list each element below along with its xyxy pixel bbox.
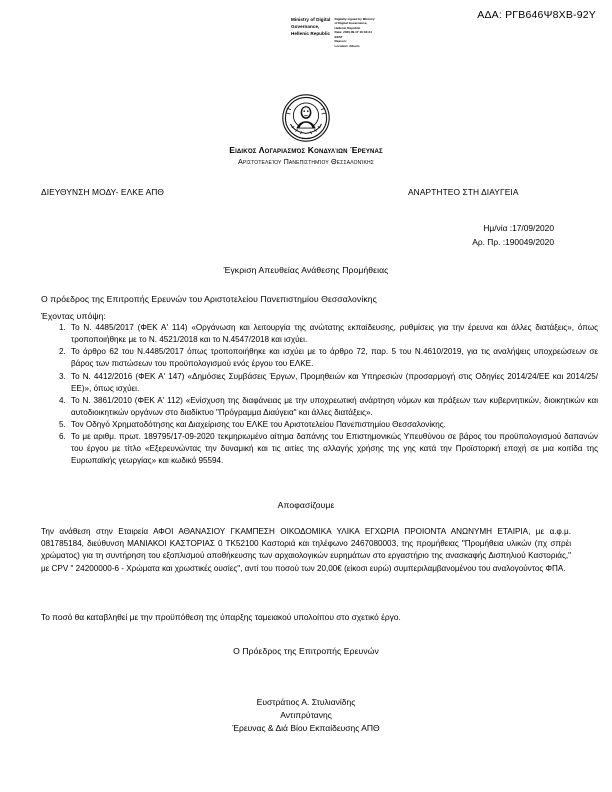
document-date: Ημ/νία :17/09/2020 bbox=[483, 223, 554, 233]
list-item: 6. Το με αριθμ. πρωτ. 189795/17-09-2020 τεκμηριωμένο αίτημα δαπάνης του Επιστημονικώς Υπευθύνου σε βάρος του προϋπολογισμού δαπανών του έργου με τίτλο «Εξερευνώντας την δυναμική και τις αιτίες της αλλαγής χρήσης της γης κατά την Προϊστορική εποχή σε μια κοιτίδα της Ευρωπαϊκής γεωργίας» και κωδικό 95594. bbox=[68, 431, 598, 467]
organisation-name: Ειδικός Λογαριασμός Κονδυλίων Έρευνας bbox=[229, 145, 383, 155]
department-label: ΔΙΕΥΘΥΝΣΗ ΜΟΔΥ- ΕΛΚΕ ΑΠΘ bbox=[41, 187, 165, 197]
signature-detail-line-3: Hellenic Republic bbox=[334, 25, 361, 30]
auth-seal-icon bbox=[278, 93, 334, 143]
signatory-title: Αντιπρύτανης bbox=[280, 709, 332, 720]
ada-code: ΑΔΑ: ΡΓΒ646Ψ8ΧΒ-92Υ bbox=[477, 9, 596, 21]
signature-detail-line-4: Date: 2020.09.17 16:33:24 bbox=[334, 30, 372, 35]
signatory-name: Ευστράτιος Α. Στυλιανίδης bbox=[256, 697, 356, 707]
page-title: Έγκριση Απευθείας Ανάθεσης Προμήθειας bbox=[223, 265, 389, 275]
award-paragraph: Την ανάθεση στην Εταιρεία ΑΦΟΙ ΑΘΑΝΑΣΙΟΥ ΓΚΑΜΠΕΣΗ ΟΙΚΟΔΟΜΙΚΑ ΥΛΙΚΑ ΕΓΧΩΡΙΑ ΠΡΟΙΟΝΤΑ ΑΝΩΝΥΜΗ ΕΤΑΙΡΙΑ, με α.φ.μ. 081785184, διεύθυνση ΜΑΝΙΑΚΟΙ ΚΑΣΤΟΡΙΑΣ 0 ΤΚ52100 Καστοριά και τηλέφωνο 2467080003, της προμήθειας "Προμήθεια υλικών (πχ σπρέι χρώματος) για τη συντήρηση του εξοπλισμού αποθήκευσης των αρχαιολογικών ευρημάτων στο εργαστήριο της ανασκαφής Δισπηλιού Καστοριάς," με CPV " 24200000-6 - Χρώματα και χρωστικές ουσίες", αντί του ποσού των 20,00€ (είκοσι ευρώ) συμπεριλαμβανομένου του αναλογούντος ΦΠΑ. bbox=[41, 527, 571, 573]
organisation-header bbox=[0, 93, 612, 166]
signature-details bbox=[335, 17, 375, 48]
signatory-block bbox=[0, 696, 612, 735]
payment-condition-paragraph: Το ποσό θα καταβληθεί με την προϋπόθεση της ύπαρξης ταμειακού υπολοίπου στο σχετικό έργο. bbox=[41, 612, 401, 622]
signature-authority-line-3: Hellenic Republic bbox=[291, 30, 331, 36]
list-item: 5. Τον Οδηγό Χρηματοδότησης και Διαχείρισης του ΕΛΚΕ του Αριστοτελείου Πανεπιστημίου Θεσσαλονίκης. bbox=[68, 419, 598, 431]
signatory-role-heading: Ο Πρόεδρος της Επιτροπής Ερευνών bbox=[233, 646, 379, 656]
list-item: 2. Το άρθρο 62 του Ν.4485/2017 όπως τροποποιήθηκε και ισχύει με το άρθρο 72, παρ. 5 του Ν.4610/2019, για τις αναλήψεις υποχρεώσεων σε βάρος των πιστώσεων του προϋπολογισμού ενός έργου του ΕΛΚΕ. bbox=[68, 346, 598, 370]
decision-heading: Αποφασίζουμε bbox=[277, 500, 335, 510]
signature-detail-line-2: of Digital Governance, bbox=[334, 21, 368, 26]
digital-signature-stamp bbox=[291, 17, 375, 48]
signatory-department: Έρευνας & Διά Βίου Εκπαίδευσης ΑΠΘ bbox=[232, 722, 380, 733]
document-meta bbox=[472, 222, 554, 250]
signature-detail-line-1: Digitally signed by Ministry bbox=[334, 17, 375, 21]
publication-notice: ΑΝΑΡΤΗΤΕΟ ΣΤΗ ΔΙΑΥΓΕΙΑ bbox=[408, 187, 519, 197]
signature-detail-line-6: Reason: bbox=[334, 39, 347, 44]
signature-authority-line-2: Governance, bbox=[291, 23, 320, 29]
list-item: 1. Το Ν. 4485/2017 (ΦΕΚ Α' 114) «Οργάνωση και λειτουργία της ανώτατης εκπαίδευσης, ρυθμίσεις για την έρευνα και άλλες διατάξεις», όπως τροποποιήθηκε με το Ν. 4521/2018 και το Ν.4547/2018 και ισχύει. bbox=[68, 322, 598, 346]
signature-authority-line-1: Ministry of Digital bbox=[291, 17, 331, 22]
having-regard-label: Έχοντας υπόψη: bbox=[41, 311, 106, 321]
list-item: 3. Το Ν. 4412/2016 (ΦΕΚ Α' 147) «Δημόσιες Συμβάσεις Έργων, Προμηθειών και Υπηρεσιών (προσαρμογή στις Οδηγίες 2014/24/ΕΕ και 2014/25/ΕΕ)», όπως ισχύει. bbox=[68, 371, 598, 395]
document-protocol-number: Αρ. Πρ. :190049/2020 bbox=[472, 236, 554, 247]
signature-detail-line-5: EEST bbox=[334, 34, 343, 39]
legal-clause-list bbox=[41, 322, 598, 468]
intro-paragraph: Ο πρόεδρος της Επιτροπής Ερευνών του Αριστοτελείου Πανεπιστημίου Θεσσαλονίκης bbox=[41, 294, 377, 304]
list-item: 4. Το Ν. 3861/2010 (ΦΕΚ Α' 112) «Ενίσχυση της διαφάνειας με την υποχρεωτική ανάρτηση νόμων και πράξεων των κυβερνητικών, διοικητικών και αυτοδιοικητικών οργάνων στο διαδίκτυο "Πρόγραμμα Διαύγεια" και άλλες διατάξεις». bbox=[68, 395, 598, 419]
signature-detail-line-7: Location: Athens bbox=[334, 43, 360, 48]
organisation-university: Αριστοτελείου Πανεπιστημίου Θεσσαλονίκης bbox=[237, 157, 374, 166]
signature-authority bbox=[291, 17, 331, 38]
